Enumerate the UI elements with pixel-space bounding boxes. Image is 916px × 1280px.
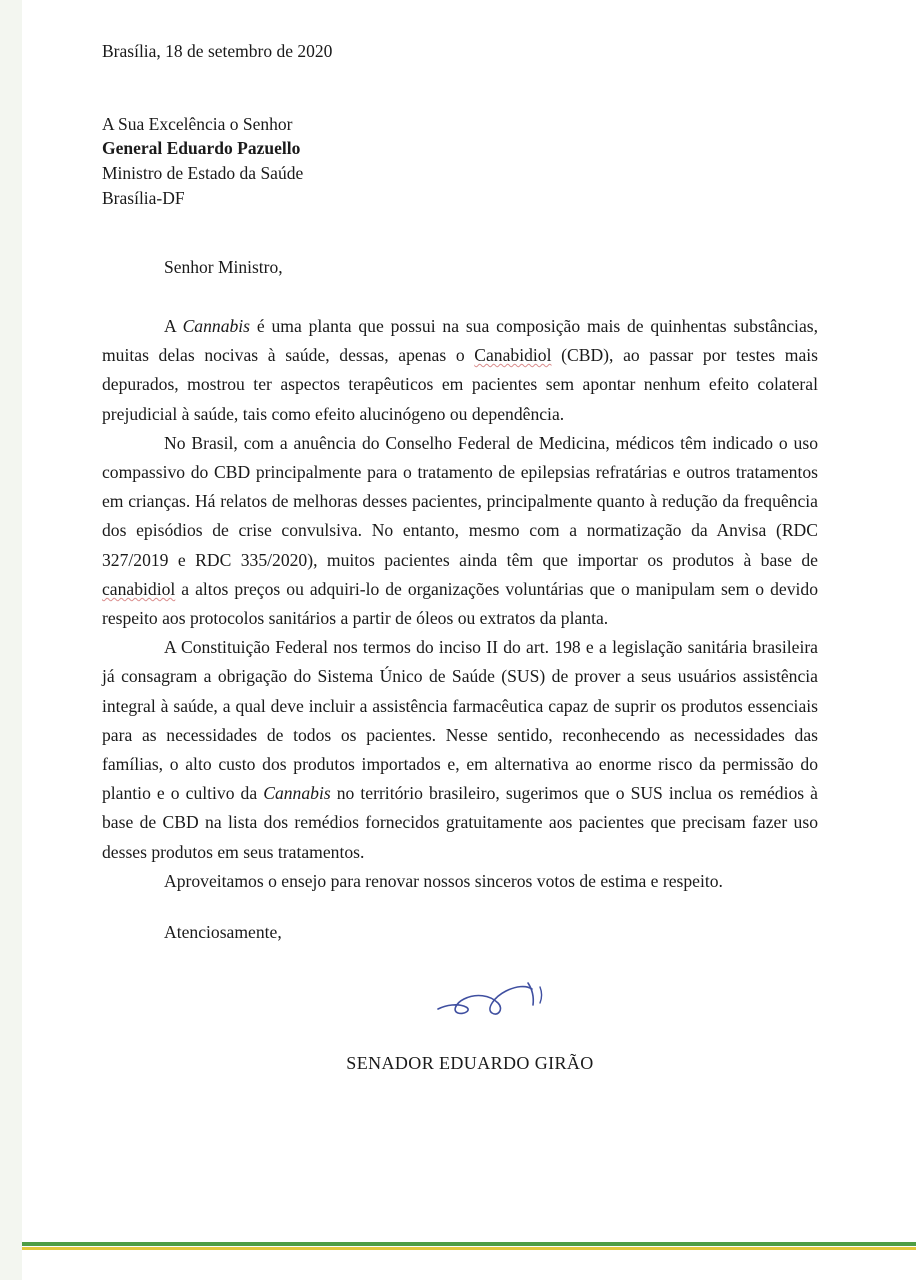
p3-italic-cannabis: Cannabis: [263, 783, 331, 804]
left-margin-bar: [0, 0, 23, 1280]
footer-rule-green: [22, 1242, 916, 1246]
signature-area: [102, 973, 818, 1051]
p1-text-a: A: [164, 316, 183, 336]
paragraph-1: [102, 312, 818, 429]
p1-italic-cannabis: Cannabis: [182, 316, 251, 336]
p2-spellcheck-canabidiol: canabidiol: [102, 578, 176, 599]
date-line: Brasília, 18 de setembro de 2020: [102, 41, 333, 61]
addressee-block: [102, 112, 818, 211]
p1-text-c: (CBD), ao passar por testes mais depurados, mostrou ter aspectos terapêuticos em pacientes sem apontar nenhum efeito colateral prejudicial à saúde, tais como efeito alucinógeno ou dependência.: [102, 345, 818, 424]
footer-rule-yellow: [22, 1247, 916, 1250]
p3-text-b: no território brasileiro, sugerimos que o SUS inclua os remédios à base de CBD na lista dos remédios fornecidos gratuitamente aos pacientes que precisam fazer uso desses produtos em seus tratamentos.: [102, 783, 818, 862]
letter-paragraphs: [102, 312, 818, 896]
p1-spellcheck-canabidiol: Canabidiol: [474, 345, 552, 366]
closing-line: Atenciosamente,: [164, 922, 282, 943]
footer-decorative-rules: [22, 1242, 916, 1252]
paragraph-4: Aproveitamos o ensejo para renovar nossos sinceros votos de estima e respeito.: [164, 870, 723, 891]
paragraph-2: [102, 429, 818, 633]
document-page: [22, 0, 916, 1280]
addressee-line-1: A Sua Excelência o Senhor: [102, 113, 293, 134]
paragraph-3: [102, 633, 818, 867]
p1-text-b: é uma planta que possui na sua composição mais de quinhentas substâncias, muitas delas nocivas à saúde, dessas, apenas o: [102, 316, 818, 366]
addressee-line-2: General Eduardo Pazuello: [102, 138, 301, 159]
handwritten-signature: [432, 975, 572, 1035]
p3-text-a: A Constituição Federal nos termos do inciso II do art. 198 e a legislação sanitária brasileira já consagram a obrigação do Sistema Único de Saúde (SUS) de prover a seus usuários assistência integral à saúde, a qual deve incluir a assistência farmacêutica capaz de suprir os produtos essenciais para as necessidades de todos os pacientes. Nesse sentido, reconhecendo as necessidades das famílias, o alto custo dos produtos importados e, em alternativa ao enorme risco da permissão do plantio e o cultivo da: [102, 637, 818, 804]
salutation: Senhor Ministro,: [164, 257, 283, 277]
signer-name: SENADOR EDUARDO GIRÃO: [346, 1053, 594, 1074]
p2-text-a: No Brasil, com a anuência do Conselho Federal de Medicina, médicos têm indicado o uso compassivo do CBD principalmente para o tratamento de epilepsias refratárias e outros tratamentos em crianças. Há relatos de melhoras desses pacientes, principalmente quanto à redução da frequência dos episódios de crise convulsiva. No entanto, mesmo com a normatização da Anvisa (RDC 327/2019 e RDC 335/2020), muitos pacientes ainda têm que importar os produtos à base de: [102, 432, 818, 570]
p2-text-b: a altos preços ou adquiri-lo de organizações voluntárias que o manipulam sem o devido respeito aos protocolos sanitários a partir de óleos ou extratos da planta.: [102, 578, 818, 629]
addressee-line-3: Ministro de Estado da Saúde: [102, 163, 304, 184]
document-body: [102, 0, 818, 1074]
addressee-line-4: Brasília-DF: [102, 188, 185, 209]
